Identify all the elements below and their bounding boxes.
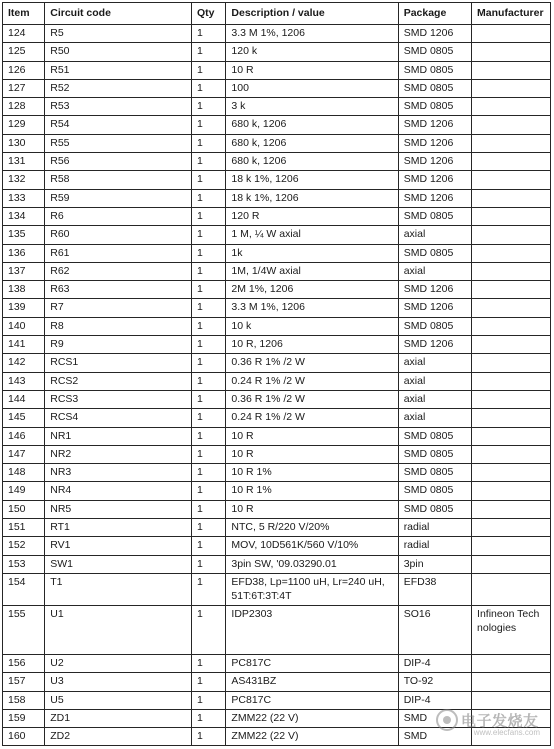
cell-qty: 1 — [191, 25, 225, 43]
cell-description: 10 R — [226, 445, 398, 463]
cell-qty: 1 — [191, 98, 225, 116]
cell-item: 136 — [3, 244, 45, 262]
cell-item: 141 — [3, 336, 45, 354]
cell-circuit-code: R8 — [45, 317, 192, 335]
cell-qty: 1 — [191, 372, 225, 390]
cell-description: 0.24 R 1% /2 W — [226, 409, 398, 427]
cell-qty: 1 — [191, 226, 225, 244]
cell-item: 149 — [3, 482, 45, 500]
cell-package: SMD 1206 — [398, 116, 471, 134]
cell-item: 144 — [3, 390, 45, 408]
table-row — [3, 605, 551, 654]
cell-manufacturer — [472, 207, 551, 225]
cell-item: 156 — [3, 654, 45, 672]
cell-package: SMD 0805 — [398, 500, 471, 518]
cell-item: 134 — [3, 207, 45, 225]
cell-item: 125 — [3, 43, 45, 61]
cell-description: NTC, 5 R/220 V/20% — [226, 519, 398, 537]
table-row — [3, 299, 551, 317]
table-row — [3, 336, 551, 354]
cell-package: axial — [398, 262, 471, 280]
header-row — [3, 3, 551, 25]
cell-package: 3pin — [398, 555, 471, 573]
cell-qty: 1 — [191, 709, 225, 727]
cell-item: 139 — [3, 299, 45, 317]
cell-qty: 1 — [191, 691, 225, 709]
cell-manufacturer — [472, 464, 551, 482]
cell-manufacturer — [472, 244, 551, 262]
cell-item: 132 — [3, 171, 45, 189]
cell-item: 130 — [3, 134, 45, 152]
cell-circuit-code: U3 — [45, 673, 192, 691]
cell-manufacturer — [472, 409, 551, 427]
cell-description: ZMM22 (22 V) — [226, 709, 398, 727]
cell-item: 159 — [3, 709, 45, 727]
cell-circuit-code: R9 — [45, 336, 192, 354]
cell-circuit-code: R53 — [45, 98, 192, 116]
cell-package: axial — [398, 409, 471, 427]
cell-description: 18 k 1%, 1206 — [226, 189, 398, 207]
cell-description: 0.36 R 1% /2 W — [226, 390, 398, 408]
cell-qty: 1 — [191, 171, 225, 189]
cell-circuit-code: NR1 — [45, 427, 192, 445]
cell-circuit-code: RCS4 — [45, 409, 192, 427]
table-row — [3, 25, 551, 43]
header-qty: Qty — [191, 3, 225, 25]
cell-qty: 1 — [191, 354, 225, 372]
cell-qty: 1 — [191, 537, 225, 555]
cell-manufacturer — [472, 153, 551, 171]
cell-description: 10 R 1% — [226, 482, 398, 500]
cell-package: SMD 0805 — [398, 61, 471, 79]
table-row — [3, 654, 551, 672]
cell-circuit-code: U5 — [45, 691, 192, 709]
cell-manufacturer — [472, 555, 551, 573]
cell-qty: 1 — [191, 43, 225, 61]
cell-description: 2M 1%, 1206 — [226, 281, 398, 299]
table-row — [3, 153, 551, 171]
cell-manufacturer — [472, 390, 551, 408]
cell-item: 133 — [3, 189, 45, 207]
cell-manufacturer — [472, 299, 551, 317]
cell-manufacturer — [472, 79, 551, 97]
cell-manufacturer — [472, 262, 551, 280]
table-row — [3, 500, 551, 518]
header-item: Item — [3, 3, 45, 25]
cell-description: 10 R — [226, 427, 398, 445]
cell-item: 126 — [3, 61, 45, 79]
cell-manufacturer — [472, 500, 551, 518]
cell-package: SMD 0805 — [398, 43, 471, 61]
cell-qty: 1 — [191, 654, 225, 672]
cell-manufacturer — [472, 372, 551, 390]
watermark-url: www.elecfans.com — [473, 728, 540, 737]
table-row — [3, 709, 551, 727]
table-row — [3, 226, 551, 244]
cell-qty: 1 — [191, 673, 225, 691]
cell-item: 148 — [3, 464, 45, 482]
cell-package: EFD38 — [398, 573, 471, 605]
cell-circuit-code: R5 — [45, 25, 192, 43]
cell-qty: 1 — [191, 390, 225, 408]
cell-qty: 1 — [191, 61, 225, 79]
cell-package: SMD 1206 — [398, 134, 471, 152]
header-circuit-code: Circuit code — [45, 3, 192, 25]
cell-description: IDP2303 — [226, 605, 398, 654]
cell-item: 129 — [3, 116, 45, 134]
cell-qty: 1 — [191, 500, 225, 518]
cell-item: 143 — [3, 372, 45, 390]
cell-manufacturer — [472, 445, 551, 463]
cell-package: axial — [398, 354, 471, 372]
cell-qty: 1 — [191, 189, 225, 207]
cell-package: SMD — [398, 728, 471, 746]
cell-circuit-code: R55 — [45, 134, 192, 152]
cell-manufacturer — [472, 673, 551, 691]
table-row — [3, 134, 551, 152]
cell-description: 10 k — [226, 317, 398, 335]
cell-qty: 1 — [191, 519, 225, 537]
table-row — [3, 317, 551, 335]
cell-circuit-code: RT1 — [45, 519, 192, 537]
cell-circuit-code: R54 — [45, 116, 192, 134]
cell-manufacturer — [472, 654, 551, 672]
cell-description: 3.3 M 1%, 1206 — [226, 25, 398, 43]
table-row — [3, 390, 551, 408]
cell-manufacturer — [472, 116, 551, 134]
table-row — [3, 43, 551, 61]
table-row — [3, 573, 551, 605]
cell-manufacturer — [472, 317, 551, 335]
cell-description: ZMM22 (22 V) — [226, 728, 398, 746]
cell-manufacturer — [472, 709, 551, 727]
cell-description: 3pin SW, '09.03290.01 — [226, 555, 398, 573]
table-row — [3, 262, 551, 280]
cell-description: 3 k — [226, 98, 398, 116]
table-row — [3, 79, 551, 97]
cell-package: SMD 1206 — [398, 281, 471, 299]
cell-circuit-code: U1 — [45, 605, 192, 654]
cell-manufacturer — [472, 728, 551, 746]
cell-description: AS431BZ — [226, 673, 398, 691]
cell-item: 146 — [3, 427, 45, 445]
cell-qty: 1 — [191, 573, 225, 605]
cell-manufacturer — [472, 134, 551, 152]
cell-item: 135 — [3, 226, 45, 244]
cell-package: SO16 — [398, 605, 471, 654]
cell-circuit-code: R60 — [45, 226, 192, 244]
table-row — [3, 728, 551, 746]
cell-circuit-code: T1 — [45, 573, 192, 605]
cell-description: MOV, 10D561K/560 V/10% — [226, 537, 398, 555]
table-row — [3, 244, 551, 262]
cell-item: 145 — [3, 409, 45, 427]
cell-package: SMD 1206 — [398, 299, 471, 317]
header-description: Description / value — [226, 3, 398, 25]
cell-qty: 1 — [191, 605, 225, 654]
cell-manufacturer — [472, 427, 551, 445]
watermark-text: 电子发烧友 — [461, 712, 539, 730]
cell-item: 157 — [3, 673, 45, 691]
cell-item: 154 — [3, 573, 45, 605]
cell-description: 10 R — [226, 500, 398, 518]
cell-item: 138 — [3, 281, 45, 299]
cell-package: SMD 0805 — [398, 482, 471, 500]
table-row — [3, 537, 551, 555]
cell-circuit-code: RCS3 — [45, 390, 192, 408]
cell-qty: 1 — [191, 427, 225, 445]
cell-description: 1 M, ¼ W axial — [226, 226, 398, 244]
cell-package: SMD 0805 — [398, 427, 471, 445]
table-row — [3, 61, 551, 79]
table-row — [3, 207, 551, 225]
cell-description: 680 k, 1206 — [226, 116, 398, 134]
cell-circuit-code: ZD2 — [45, 728, 192, 746]
cell-qty: 1 — [191, 464, 225, 482]
cell-qty: 1 — [191, 262, 225, 280]
cell-manufacturer — [472, 98, 551, 116]
cell-circuit-code: R62 — [45, 262, 192, 280]
cell-item: 155 — [3, 605, 45, 654]
cell-qty: 1 — [191, 299, 225, 317]
cell-qty: 1 — [191, 728, 225, 746]
cell-description: EFD38, Lp=1100 uH, Lr=240 uH, 51T:6T:3T:4T — [226, 573, 398, 605]
cell-item: 147 — [3, 445, 45, 463]
cell-qty: 1 — [191, 482, 225, 500]
cell-manufacturer — [472, 537, 551, 555]
cell-description: 0.24 R 1% /2 W — [226, 372, 398, 390]
cell-description: PC817C — [226, 691, 398, 709]
table-row — [3, 98, 551, 116]
cell-circuit-code: U2 — [45, 654, 192, 672]
cell-manufacturer — [472, 336, 551, 354]
cell-circuit-code: ZD1 — [45, 709, 192, 727]
cell-description: 0.36 R 1% /2 W — [226, 354, 398, 372]
cell-item: 153 — [3, 555, 45, 573]
cell-item: 160 — [3, 728, 45, 746]
table-body — [3, 25, 551, 746]
cell-description: PC817C — [226, 654, 398, 672]
cell-manufacturer — [472, 519, 551, 537]
cell-description: 680 k, 1206 — [226, 153, 398, 171]
cell-package: SMD 0805 — [398, 98, 471, 116]
cell-item: 131 — [3, 153, 45, 171]
cell-qty: 1 — [191, 134, 225, 152]
cell-circuit-code: SW1 — [45, 555, 192, 573]
cell-circuit-code: R56 — [45, 153, 192, 171]
table-row — [3, 281, 551, 299]
cell-package: SMD 1206 — [398, 25, 471, 43]
table-row — [3, 171, 551, 189]
table-row — [3, 464, 551, 482]
cell-qty: 1 — [191, 153, 225, 171]
table-row — [3, 372, 551, 390]
cell-qty: 1 — [191, 336, 225, 354]
cell-package: SMD — [398, 709, 471, 727]
cell-package: radial — [398, 537, 471, 555]
cell-package: SMD 0805 — [398, 244, 471, 262]
cell-manufacturer — [472, 189, 551, 207]
cell-description: 120 k — [226, 43, 398, 61]
cell-item: 124 — [3, 25, 45, 43]
cell-qty: 1 — [191, 281, 225, 299]
cell-package: SMD 1206 — [398, 189, 471, 207]
cell-circuit-code: R50 — [45, 43, 192, 61]
cell-package: axial — [398, 372, 471, 390]
cell-qty: 1 — [191, 79, 225, 97]
cell-description: 18 k 1%, 1206 — [226, 171, 398, 189]
cell-circuit-code: R61 — [45, 244, 192, 262]
cell-circuit-code: RCS1 — [45, 354, 192, 372]
cell-item: 128 — [3, 98, 45, 116]
cell-circuit-code: NR5 — [45, 500, 192, 518]
cell-item: 151 — [3, 519, 45, 537]
cell-qty: 1 — [191, 116, 225, 134]
cell-package: SMD 0805 — [398, 464, 471, 482]
cell-qty: 1 — [191, 317, 225, 335]
cell-circuit-code: R58 — [45, 171, 192, 189]
bom-table — [2, 2, 551, 746]
cell-circuit-code: NR4 — [45, 482, 192, 500]
cell-item: 152 — [3, 537, 45, 555]
cell-package: DIP-4 — [398, 654, 471, 672]
cell-package: TO-92 — [398, 673, 471, 691]
cell-description: 3.3 M 1%, 1206 — [226, 299, 398, 317]
cell-package: SMD 0805 — [398, 207, 471, 225]
table-row — [3, 482, 551, 500]
cell-manufacturer — [472, 281, 551, 299]
cell-description: 10 R 1% — [226, 464, 398, 482]
cell-package: SMD 1206 — [398, 171, 471, 189]
cell-item: 142 — [3, 354, 45, 372]
cell-package: SMD 1206 — [398, 153, 471, 171]
cell-circuit-code: R7 — [45, 299, 192, 317]
cell-description: 10 R, 1206 — [226, 336, 398, 354]
table-row — [3, 409, 551, 427]
cell-qty: 1 — [191, 244, 225, 262]
cell-circuit-code: RV1 — [45, 537, 192, 555]
cell-item: 127 — [3, 79, 45, 97]
cell-manufacturer — [472, 25, 551, 43]
cell-package: SMD 1206 — [398, 336, 471, 354]
cell-qty: 1 — [191, 445, 225, 463]
cell-circuit-code: R51 — [45, 61, 192, 79]
header-manufacturer: Manufacturer — [472, 3, 551, 25]
table-row — [3, 189, 551, 207]
cell-item: 158 — [3, 691, 45, 709]
cell-manufacturer — [472, 43, 551, 61]
cell-package: SMD 0805 — [398, 317, 471, 335]
cell-circuit-code: NR3 — [45, 464, 192, 482]
table-row — [3, 445, 551, 463]
table-row — [3, 673, 551, 691]
cell-description: 1M, 1/4W axial — [226, 262, 398, 280]
cell-item: 140 — [3, 317, 45, 335]
cell-circuit-code: R59 — [45, 189, 192, 207]
cell-circuit-code: R52 — [45, 79, 192, 97]
cell-qty: 1 — [191, 207, 225, 225]
cell-item: 137 — [3, 262, 45, 280]
cell-qty: 1 — [191, 555, 225, 573]
cell-package: SMD 0805 — [398, 445, 471, 463]
table-row — [3, 427, 551, 445]
table-row — [3, 519, 551, 537]
table-row — [3, 116, 551, 134]
cell-circuit-code: R63 — [45, 281, 192, 299]
cell-manufacturer — [472, 482, 551, 500]
table-row — [3, 691, 551, 709]
cell-circuit-code: R6 — [45, 207, 192, 225]
cell-package: radial — [398, 519, 471, 537]
cell-manufacturer — [472, 226, 551, 244]
table-row — [3, 354, 551, 372]
cell-qty: 1 — [191, 409, 225, 427]
cell-package: SMD 0805 — [398, 79, 471, 97]
cell-description: 1k — [226, 244, 398, 262]
cell-description: 100 — [226, 79, 398, 97]
cell-package: axial — [398, 390, 471, 408]
header-package: Package — [398, 3, 471, 25]
cell-description: 10 R — [226, 61, 398, 79]
cell-circuit-code: NR2 — [45, 445, 192, 463]
cell-manufacturer: Infineon Technologies — [472, 605, 551, 654]
cell-manufacturer — [472, 171, 551, 189]
table-row — [3, 555, 551, 573]
cell-manufacturer — [472, 691, 551, 709]
cell-manufacturer — [472, 61, 551, 79]
cell-manufacturer — [472, 354, 551, 372]
cell-circuit-code: RCS2 — [45, 372, 192, 390]
cell-description: 120 R — [226, 207, 398, 225]
cell-manufacturer — [472, 573, 551, 605]
cell-package: DIP-4 — [398, 691, 471, 709]
cell-package: axial — [398, 226, 471, 244]
cell-description: 680 k, 1206 — [226, 134, 398, 152]
cell-item: 150 — [3, 500, 45, 518]
